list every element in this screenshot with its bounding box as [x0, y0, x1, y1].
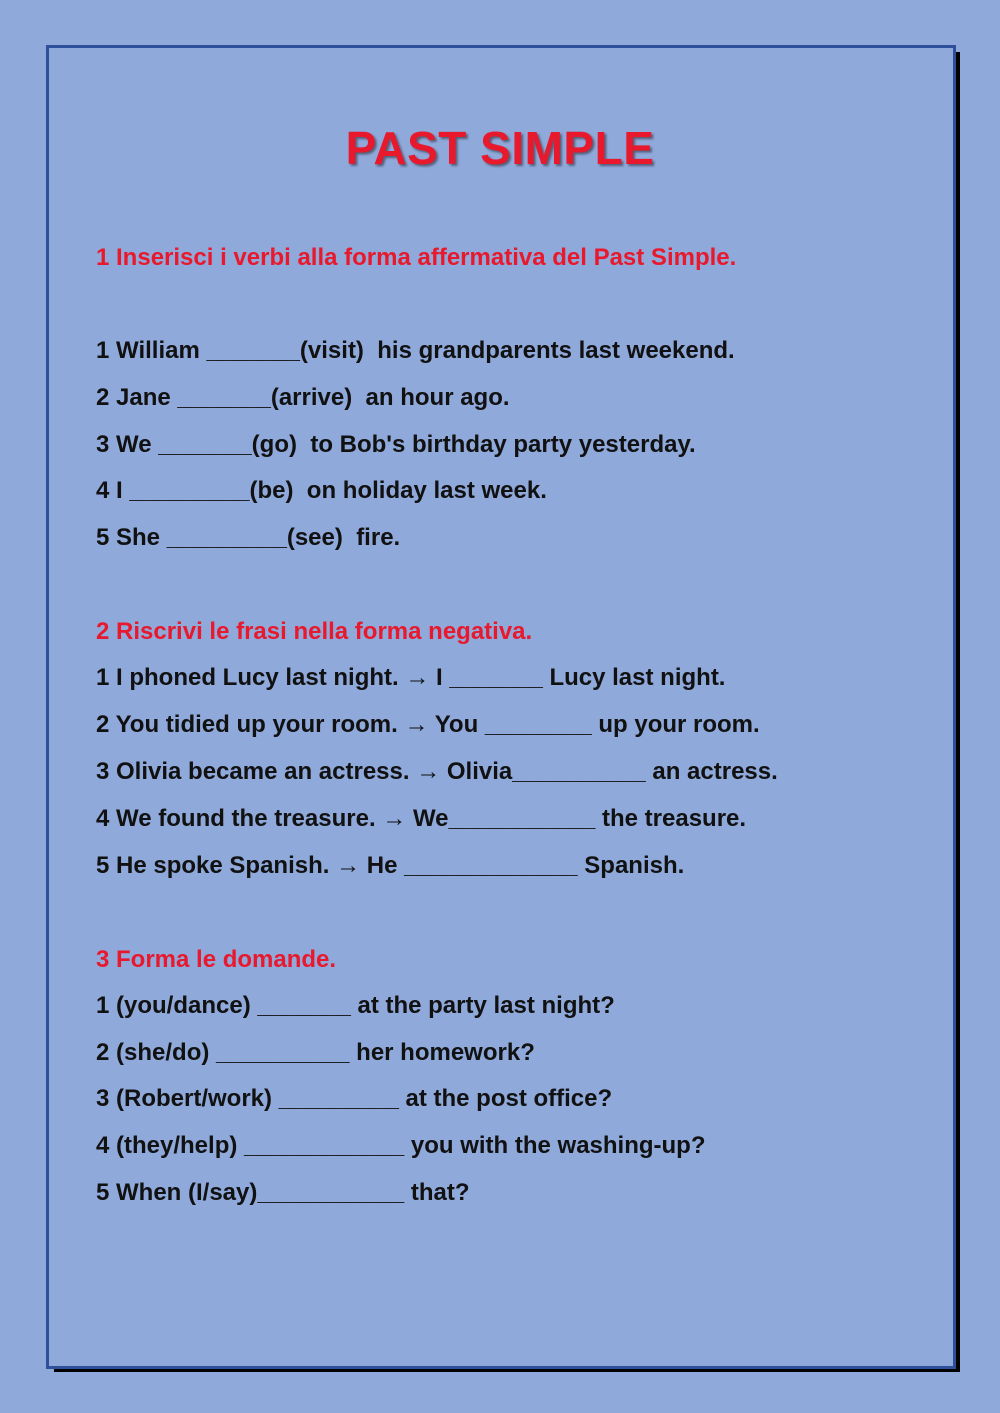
exercise-3-item-2: 2 (she/do) __________ her homework?	[96, 1039, 535, 1066]
exercise-3-item-3: 3 (Robert/work) _________ at the post office?	[96, 1085, 613, 1112]
exercise-1-item-5: 5 She _________(see) fire.	[96, 524, 401, 551]
section-3-heading: 3 Forma le domande.	[96, 946, 337, 973]
exercise-1-item-3: 3 We _______(go) to Bob's birthday party yesterday.	[96, 431, 696, 458]
exercise-1-item-2: 2 Jane _______(arrive) an hour ago.	[96, 384, 510, 411]
exercise-3-item-4: 4 (they/help) ____________ you with the washing-up?	[96, 1132, 706, 1159]
exercise-2-item-5: 5 He spoke Spanish. → He _____________ Spanish.	[96, 852, 685, 879]
exercise-1-item-4: 4 I _________(be) on holiday last week.	[96, 477, 547, 504]
exercise-2-item-3: 3 Olivia became an actress. → Olivia__________ an actress.	[96, 758, 778, 785]
exercise-2-item-2: 2 You tidied up your room. → You ________ up your room.	[96, 711, 760, 738]
exercise-2-item-1: 1 I phoned Lucy last night. → I _______ Lucy last night.	[96, 664, 726, 691]
exercise-3-item-1: 1 (you/dance) _______ at the party last night?	[96, 992, 615, 1019]
page-title: PAST SIMPLE	[345, 122, 655, 174]
exercise-1-item-1: 1 William _______(visit) his grandparents last weekend.	[96, 337, 735, 364]
exercise-2-item-4: 4 We found the treasure. → We___________ the treasure.	[96, 805, 747, 832]
exercise-3-item-5: 5 When (I/say)___________ that?	[96, 1179, 470, 1206]
section-2-heading: 2 Riscrivi le frasi nella forma negativa.	[96, 618, 533, 645]
section-1-heading: 1 Inserisci i verbi alla forma affermativa del Past Simple.	[96, 244, 737, 271]
